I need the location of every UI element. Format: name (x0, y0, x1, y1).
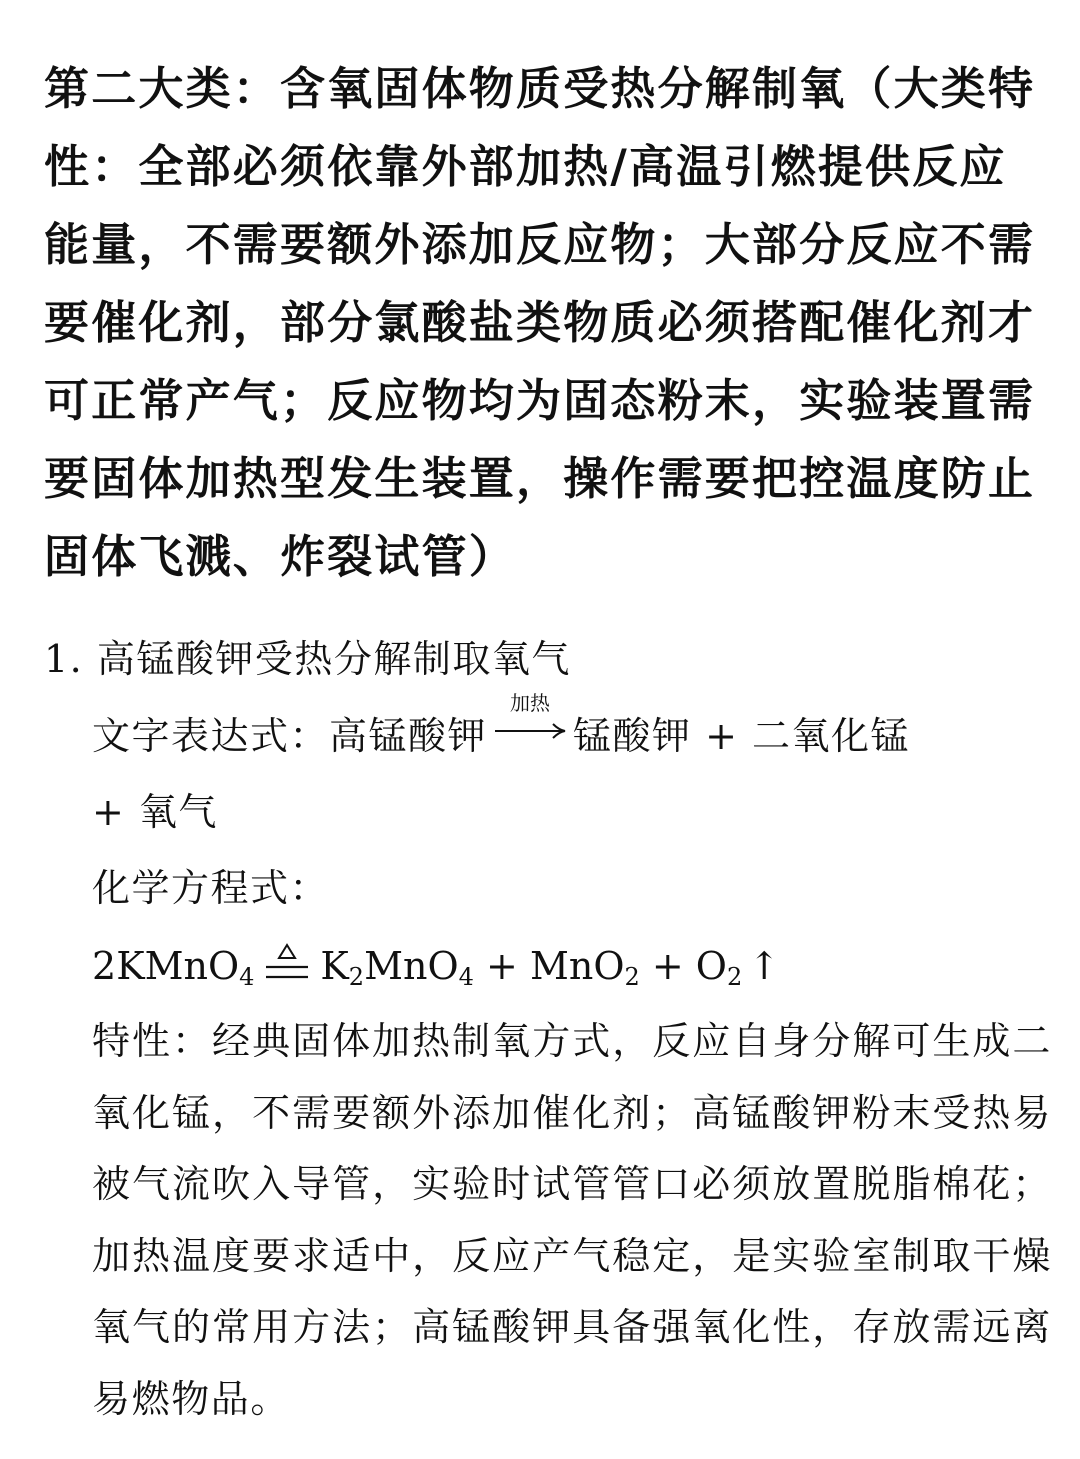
list-item-kmno4 (44, 620, 1054, 1435)
eq-product3-sub: 2 (726, 963, 743, 991)
eq-product2: MnO (529, 944, 625, 988)
reaction-arrow (493, 691, 567, 753)
eq-reactant: KMnO (116, 944, 240, 988)
eq-coefficient: 2 (92, 944, 117, 988)
eq-product1-a: K (320, 944, 349, 988)
section-heading: 第二大类：含氧固体物质受热分解制氧（大类特性：全部必须依靠外部加热/高温引燃提供反应能量，不需要额外添加反应物；大部分反应不需要催化剂，部分氯酸盐类物质必须搭配催化剂才可正常产气；反应物均为固态粉末，实验装置需要固体加热型发生装置，操作需要把控温度防止固体飞溅、炸裂试管） (44, 62, 1036, 583)
eq-product3: O (695, 944, 727, 988)
word-equation-line-2 (92, 774, 1054, 850)
eq-product2-sub: 2 (624, 963, 640, 991)
word-equation-line (92, 691, 1054, 774)
eq-product1-b-sub: 4 (458, 963, 474, 991)
word-equation-products: 锰酸钾 + 二氧化锰 (573, 714, 911, 758)
item-number: 1. (44, 637, 84, 681)
chemical-equation-label: 化学方程式： (92, 866, 330, 910)
eq-plus-1: + (486, 944, 518, 988)
gas-arrow-icon: ↑ (748, 944, 781, 988)
eq-product1-b: MnO (364, 944, 459, 988)
eq-product1-a-sub: 2 (348, 963, 365, 991)
chemical-equation-label-line (92, 850, 1054, 926)
word-equation-products-cont: + 氧气 (92, 790, 218, 834)
item-title-text: 高锰酸钾受热分解制取氧气 (96, 637, 571, 681)
properties-text: 特性：经典固体加热制氧方式，反应自身分解可生成二氧化锰，不需要额外添加催化剂；高锰酸钾粉末受热易被气流吹入导管，实验时试管管口必须放置脱脂棉花；加热温度要求适中，反应产气稳定，是实验室制取干燥氧气的常用方法；高锰酸钾具备强氧化性，存放需远离易燃物品。 (92, 1019, 1052, 1421)
chemical-equation (92, 926, 1054, 1006)
heat-condition-icon (262, 941, 312, 985)
item-body (44, 691, 1054, 1435)
right-arrow-icon (493, 721, 567, 741)
word-equation-label: 文字表达式： (92, 714, 330, 758)
reaction-condition: 加热 (510, 691, 551, 715)
eq-reactant-sub: 4 (239, 963, 255, 991)
word-equation-reactant: 高锰酸钾 (329, 714, 488, 758)
item-title (44, 620, 1054, 698)
eq-plus-2: + (651, 944, 684, 988)
